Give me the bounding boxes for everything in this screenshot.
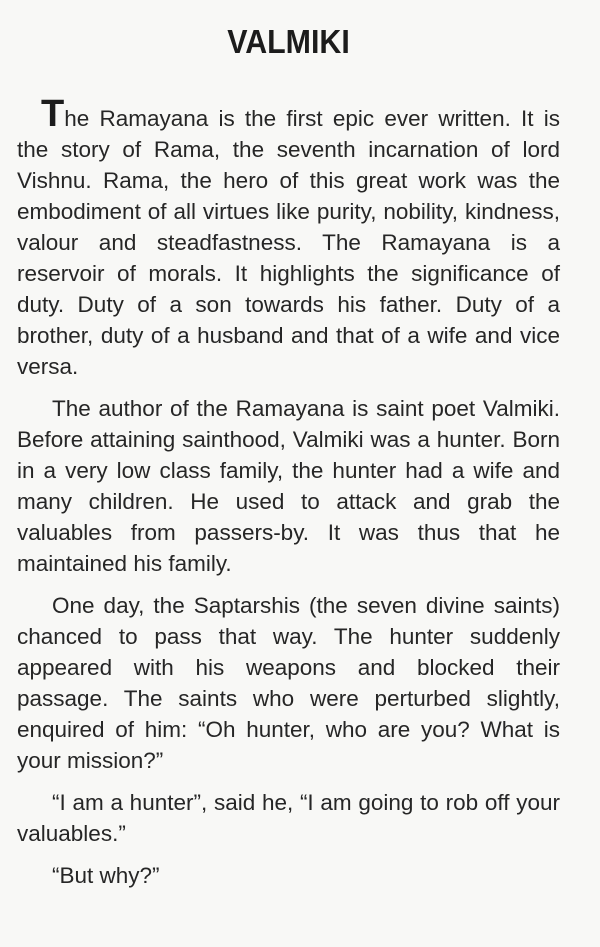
story-text <box>17 93 560 891</box>
paragraph-1 <box>17 93 560 382</box>
paragraph-3: One day, the Saptarshis (the seven divine saints) chanced to pass that way. The hunter suddenly appeared with his weapons and blocked their passage. The saints who were perturbed slightly, enquired of him: “Oh hunter, who are you? What is your mission?” <box>17 593 560 773</box>
page-title: VALMIKI <box>227 23 350 60</box>
paragraph-2: The author of the Ramayana is saint poet Valmiki. Before attaining sainthood, Valmiki was a hunter. Born in a very low class family, the hunter had a wife and many children. He used to attack and grab the valuables from passers-by. It was thus that he maintained his family. <box>17 396 560 576</box>
paragraph-1-text: he Ramayana is the first epic ever written. It is the story of Rama, the seventh incarnation of lord Vishnu. Rama, the hero of this great work was the embodiment of all virtues like purity, nobility, kindness, valour and steadfastness. The Ramayana is a reservoir of morals. It highlights the significance of duty. Duty of a son towards his father. Duty of a brother, duty of a husband and that of a wife and vice versa. <box>17 106 560 379</box>
paragraph-5: “But why?” <box>52 863 160 888</box>
drop-cap: T <box>41 93 65 135</box>
paragraph-4: “I am a hunter”, said he, “I am going to rob off your valuables.” <box>17 790 560 846</box>
